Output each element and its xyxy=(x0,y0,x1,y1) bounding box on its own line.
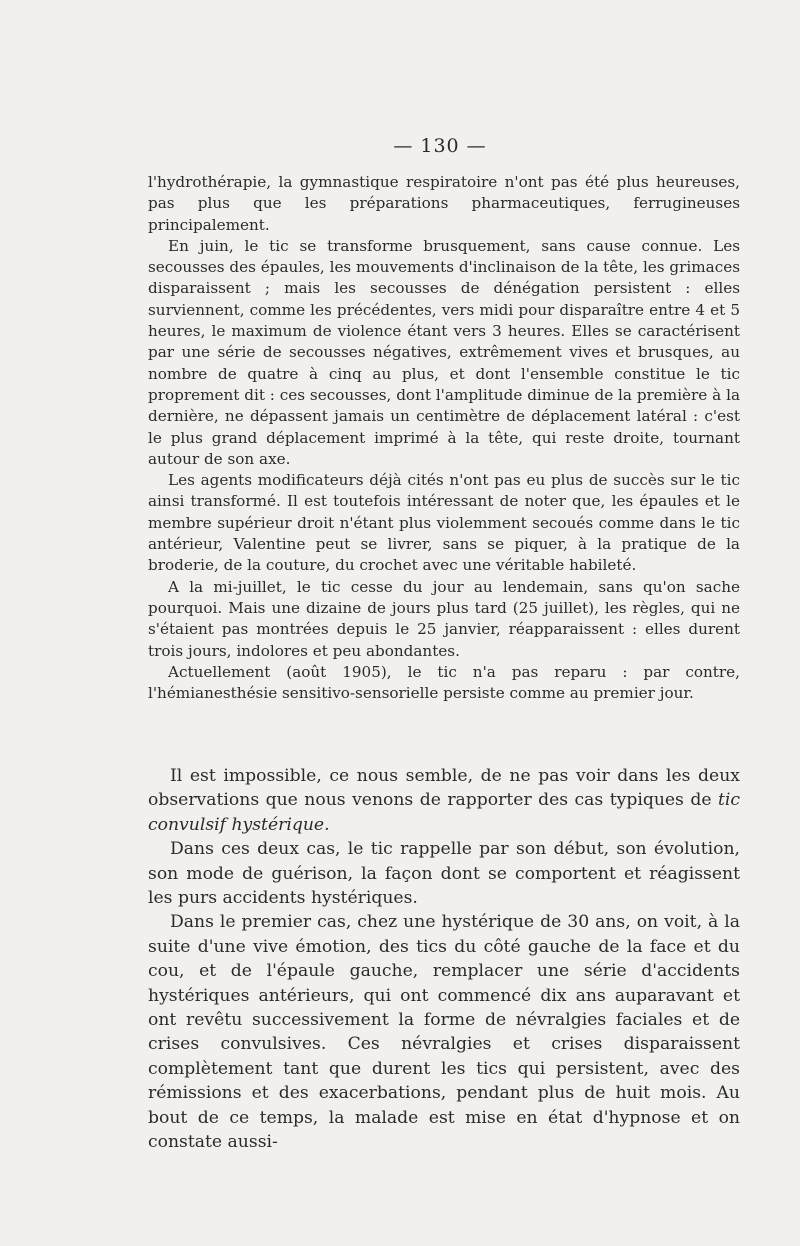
paragraph: A la mi-juillet, le tic cesse du jour au lendemain, sans qu'on sache pourquoi. Mais une dizaine de jours plus tard (25 juillet), les règles, qui ne s'étaient pas montrées depuis le 25 janvier, réapparaissent : elles durent trois jours, indolores et peu abondantes. xyxy=(148,577,740,660)
paragraph xyxy=(148,764,740,837)
paragraph: Dans ces deux cas, le tic rappelle par son début, son évolution, son mode de guérison, la façon dont se comportent et réagissent les purs accidents hystériques. xyxy=(148,839,740,909)
discussion-text xyxy=(148,764,740,1155)
paragraph: En juin, le tic se transforme brusquement, sans cause connue. Les secousses des épaules, les mouvements d'inclinaison de la tête, les grimaces disparaissent ; mais les secousses de dénégation persistent : elles surviennent, comme les précédentes, vers midi pour disparaître entre 4 et 5 heures, le maximum de violence étant vers 3 heures. Elles se caractérisent par une série de secousses négatives, extrêmement vives et brusques, au nombre de quatre à cinq au plus, et dont l'ensemble constitue le tic proprement dit : ces secousses, dont l'amplitude diminue de la première à la dernière, ne dépassent jamais un centimètre de déplacement latéral : c'est le plus grand déplacement imprimé à la tête, qui reste droite, tournant autour de son axe. xyxy=(148,236,741,468)
italic-term: tic convulsif hystérique. xyxy=(148,790,740,835)
paragraph: Dans le premier cas, chez une hystérique de 30 ans, on voit, à la suite d'une vive émotion, des tics du côté gauche de la face et du cou, et de l'épaule gauche, remplacer une série d'accidents hystériques antérieurs, qui ont commencé dix ans auparavant et ont revêtu successivement la forme de névralgies faciales et de crises convulsives. Ces névralgies et crises disparaissent complètement tant que durent les tics qui persistent, avec des rémissions et des exacerbations, pendant plus de huit mois. Au bout de ce temps, la malade est mise en état d'hypnose et on constate aussi- xyxy=(148,912,740,1153)
paragraph: Actuellement (août 1905), le tic n'a pas reparu : par contre, l'hémianesthésie sensitivo-sensorielle persiste comme au premier jour. xyxy=(148,662,740,703)
observation-text xyxy=(148,172,740,704)
page-number: — 130 — xyxy=(393,135,487,157)
paragraph-text: Il est impossible, ce nous semble, de ne pas voir dans les deux observations que nous venons de rapporter des cas typiques de xyxy=(148,766,740,811)
paragraph: Les agents modificateurs déjà cités n'ont pas eu plus de succès sur le tic ainsi transformé. Il est toutefois intéressant de noter que, les épaules et le membre supérieur droit n'étant plus violemment secoués comme dans le tic antérieur, Valentine peut se livrer, sans se piquer, à la pratique de la broderie, de la couture, du crochet avec une véritable habileté. xyxy=(148,471,740,575)
paragraph: l'hydrothérapie, la gymnastique respiratoire n'ont pas été plus heureuses, pas plus que les préparations pharmaceutiques, ferrugineuses principalement. xyxy=(148,173,740,234)
